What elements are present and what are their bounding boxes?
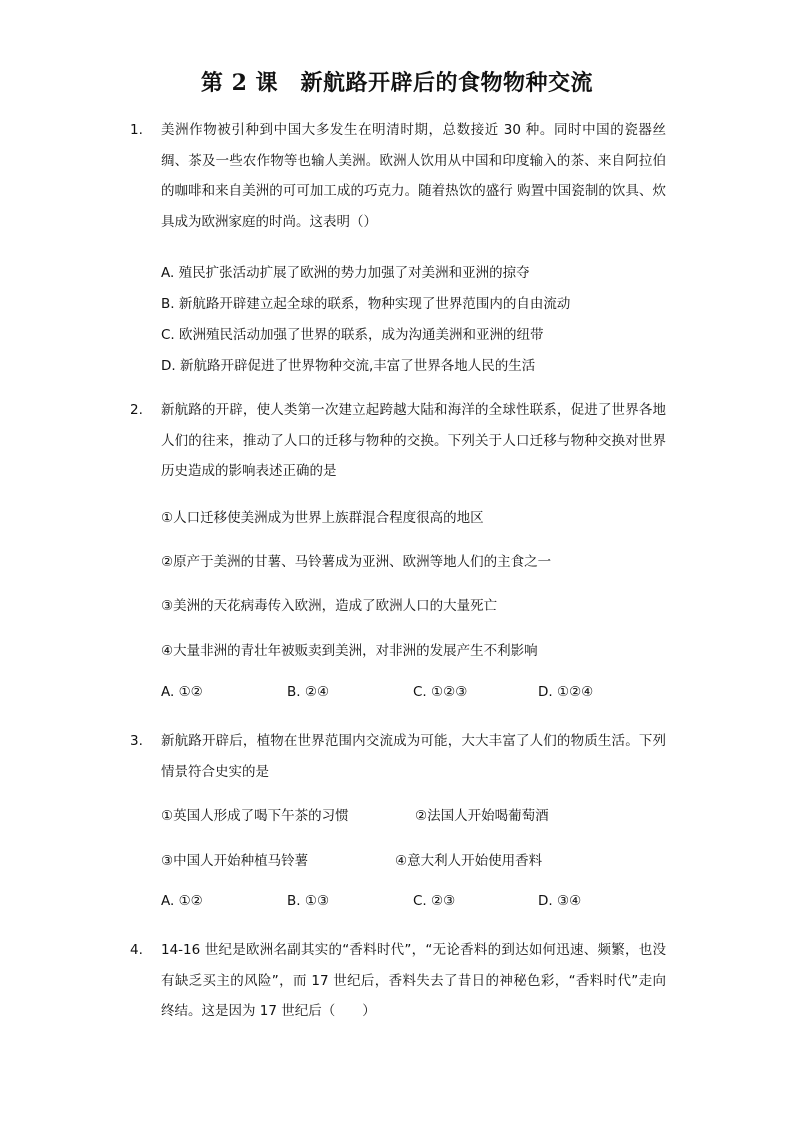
option-d: D. 新航路开辟促进了世界物种交流,丰富了世界各地人民的生活 [161, 358, 536, 374]
question-text: 美洲作物被引种到中国大多发生在明清时期，总数接近 30 种。同时中国的瓷器丝绸、茶及一些农作物等也输人美洲。欧洲人饮用从中国和印度输入的茶、来自阿拉伯的咖啡和来自美洲的可可加工成的巧克力。随着热饮的盛行 购置中国瓷制的饮具、炊具成为欧洲家庭的时尚。这表明（） [161, 122, 666, 230]
statement-1: ①人口迁移使美洲成为世界上族群混合程度很高的地区 [161, 510, 484, 526]
question-number: 4. [130, 942, 143, 958]
option-b: B. 新航路开辟建立起全球的联系，物种实现了世界范围内的自由流动 [161, 296, 571, 312]
question-text: 新航路的开辟，使人类第一次建立起跨越大陆和海洋的全球性联系，促进了世界各地人们的往来，推动了人口的迁移与物种的交换。下列关于人口迁移与物种交换对世界历史造成的影响表述正确的是 [161, 402, 666, 479]
question-number: 2. [130, 402, 143, 418]
statement-4: ④意大利人开始使用香料 [395, 853, 543, 869]
option-b: B. ①③ [287, 893, 330, 909]
option-d: D. ①②④ [538, 684, 594, 700]
statement-2: ②原产于美洲的甘薯、马铃薯成为亚洲、欧洲等地人们的主食之一 [161, 554, 552, 570]
option-c: C. ②③ [413, 893, 456, 909]
option-d: D. ③④ [538, 893, 582, 909]
statement-2: ②法国人开始喝葡萄酒 [415, 808, 549, 824]
option-c: C. ①②③ [413, 684, 468, 700]
question-text: 14-16 世纪是欧洲名副其实的“香料时代”，“无论香料的到达如何迅速、频繁，也没有缺乏买主的风险”，而 17 世纪后，香料失去了昔日的神秘色彩，“香料时代”走向终结。这是因为 17 世纪后（ ） [161, 942, 666, 1019]
option-a: A. ①② [161, 893, 203, 909]
option-c: C. 欧洲殖民活动加强了世界的联系，成为沟通美洲和亚洲的纽带 [161, 327, 544, 343]
question-text: 新航路开辟后，植物在世界范围内交流成为可能，大大丰富了人们的物质生活。下列情景符合史实的是 [161, 733, 666, 780]
question-number: 3. [130, 733, 143, 749]
option-a: A. ①② [161, 684, 203, 700]
statement-4: ④大量非洲的青壮年被贩卖到美洲，对非洲的发展产生不利影响 [161, 643, 538, 659]
option-a: A. 殖民扩张活动扩展了欧洲的势力加强了对美洲和亚洲的掠夺 [161, 265, 530, 281]
statement-1: ①英国人形成了喝下午茶的习惯 [161, 808, 349, 824]
option-b: B. ②④ [287, 684, 330, 700]
statement-3: ③中国人开始种植马铃薯 [161, 853, 309, 869]
statement-3: ③美洲的天花病毒传入欧洲，造成了欧洲人口的大量死亡 [161, 598, 498, 614]
question-number: 1. [130, 122, 143, 138]
page-title: 第 2 课 新航路开辟后的食物物种交流 [200, 70, 594, 96]
